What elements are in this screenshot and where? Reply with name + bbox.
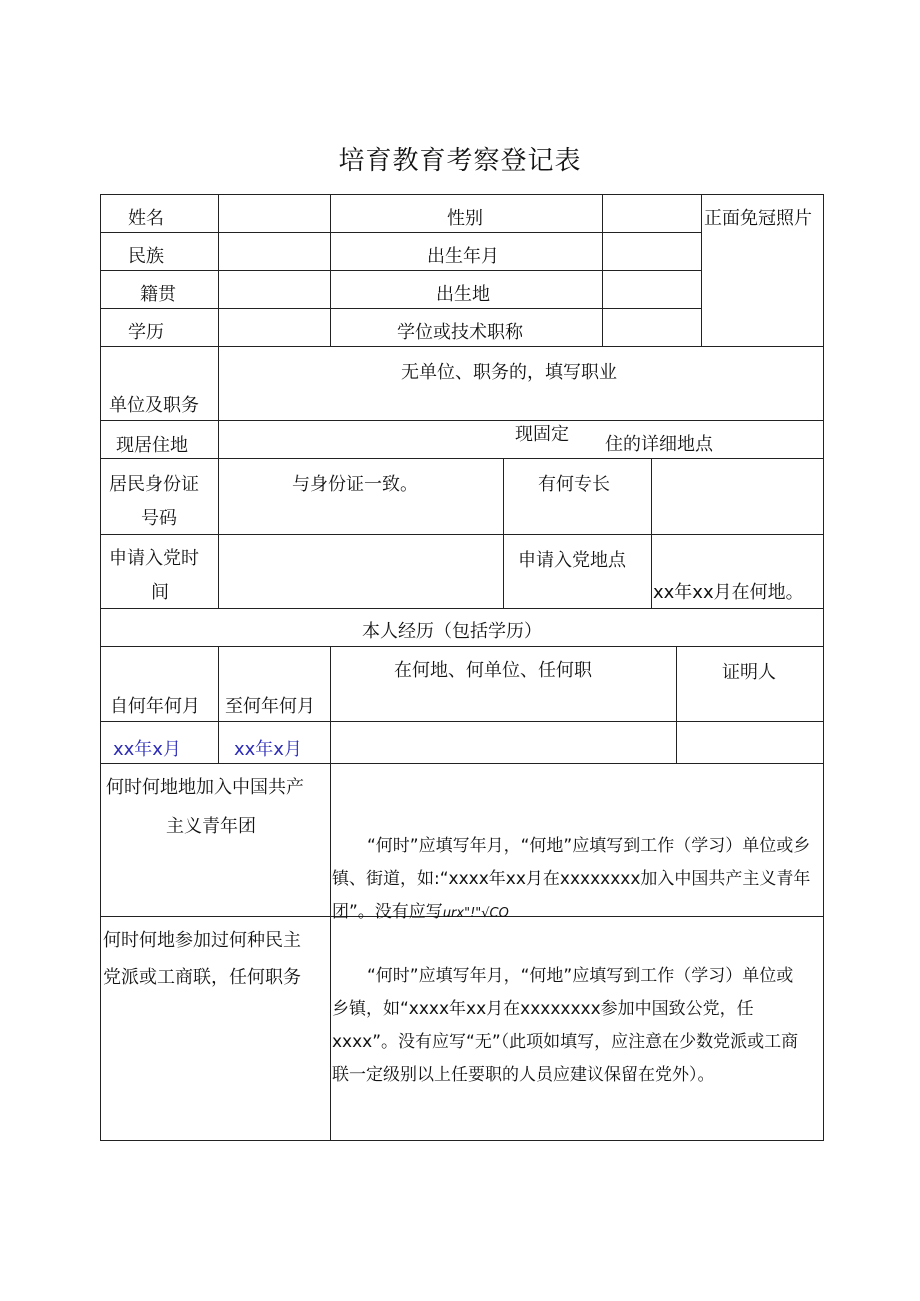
ethnicity-label: 民族 xyxy=(128,246,164,267)
name-field[interactable] xyxy=(219,195,330,232)
party-label-line1: 何时何地参加过何种民主 xyxy=(103,930,301,951)
work-unit-label: 单位及职务 xyxy=(109,395,199,416)
party-label-line2: 党派或工商联，任何职务 xyxy=(103,967,301,988)
league-hint-tail: urx"!"√CO xyxy=(442,906,509,921)
birth-place-label: 出生地 xyxy=(436,284,490,305)
birth-date-label: 出生年月 xyxy=(427,246,499,267)
apply-time-field[interactable] xyxy=(219,535,503,608)
party-hint[interactable]: “何时”应填写年月，“何地”应填写到工作（学习）单位或乡镇，如“xxxx年xx月在xxxxxxxx参加中国致公党，任xxxx”。没有应写“无”（此项如填写，应注意在少数党派或工商联一定级别以上任要职的人员应建议保留在党外）。 xyxy=(332,966,799,1085)
apply-place-label: 申请入党地点 xyxy=(518,550,626,571)
ethnicity-field[interactable] xyxy=(219,233,330,270)
birth-date-field[interactable] xyxy=(603,233,701,270)
col-border xyxy=(330,194,331,346)
row-border xyxy=(100,346,824,347)
witness-field[interactable] xyxy=(677,722,823,763)
col-border xyxy=(218,646,219,763)
from-date-header: 自何年何月 xyxy=(110,696,200,717)
education-label: 学历 xyxy=(128,322,164,343)
page-title: 培育教育考察登记表 xyxy=(338,146,582,176)
league-label-line2: 主义青年团 xyxy=(166,816,256,837)
col-border xyxy=(503,458,504,608)
native-place-field[interactable] xyxy=(219,271,330,308)
league-hint[interactable]: “何时”应填写年月，“何地”应填写到工作（学习）单位或乡镇、街道，如:“xxxx年xx月在xxxxxxxx加入中国共产主义青年团”。没有应写urx"!"√CO xyxy=(332,836,811,922)
name-label: 姓名 xyxy=(128,208,164,229)
witness-header: 证明人 xyxy=(722,662,776,683)
id-card-label-line2: 号码 xyxy=(141,508,177,529)
col-border xyxy=(823,194,824,1141)
to-date-header: 至何年何月 xyxy=(225,696,315,717)
id-card-hint[interactable]: 与身份证一致。 xyxy=(292,474,418,495)
residence-hint-part-a: 现固定 xyxy=(515,424,569,445)
work-unit-hint[interactable]: 无单位、职务的，填写职业 xyxy=(401,362,617,383)
apply-time-label-line1: 申请入党时 xyxy=(109,548,199,569)
specialty-label: 有何专长 xyxy=(538,474,610,495)
apply-place-value[interactable]: xx年xx月在何地。 xyxy=(653,582,804,603)
native-place-label: 籍贯 xyxy=(140,284,176,305)
residence-hint-part-b: 住的详细地点 xyxy=(605,434,713,455)
row-border xyxy=(100,646,824,647)
row-border xyxy=(100,763,824,764)
to-date-value[interactable]: xx年x月 xyxy=(234,739,302,760)
gender-label: 性别 xyxy=(447,208,483,229)
where-unit-header: 在何地、何单位、任何职 xyxy=(394,660,592,681)
id-card-label-line1: 居民身份证 xyxy=(109,474,199,495)
registration-form xyxy=(100,194,824,1140)
row-border xyxy=(100,1140,824,1141)
birth-place-field[interactable] xyxy=(603,271,701,308)
degree-title-field[interactable] xyxy=(603,309,701,346)
residence-field[interactable] xyxy=(219,421,823,458)
col-border xyxy=(330,763,331,1141)
gender-field[interactable] xyxy=(603,195,701,232)
col-border xyxy=(701,194,702,346)
specialty-field[interactable] xyxy=(652,459,823,534)
from-date-value[interactable]: xx年x月 xyxy=(113,739,181,760)
resume-header: 本人经历（包括学历） xyxy=(362,621,542,642)
photo-placeholder[interactable]: 正面免冠照片 xyxy=(704,208,812,229)
residence-label: 现居住地 xyxy=(116,435,188,456)
where-unit-field[interactable] xyxy=(331,722,676,763)
apply-time-label-line2: 间 xyxy=(151,582,169,603)
education-field[interactable] xyxy=(219,309,330,346)
degree-title-label: 学位或技术职称 xyxy=(397,322,523,343)
league-label-line1: 何时何地地加入中国共产 xyxy=(106,777,304,798)
col-border xyxy=(100,194,101,1141)
row-border xyxy=(100,194,824,195)
row-border xyxy=(100,608,824,609)
